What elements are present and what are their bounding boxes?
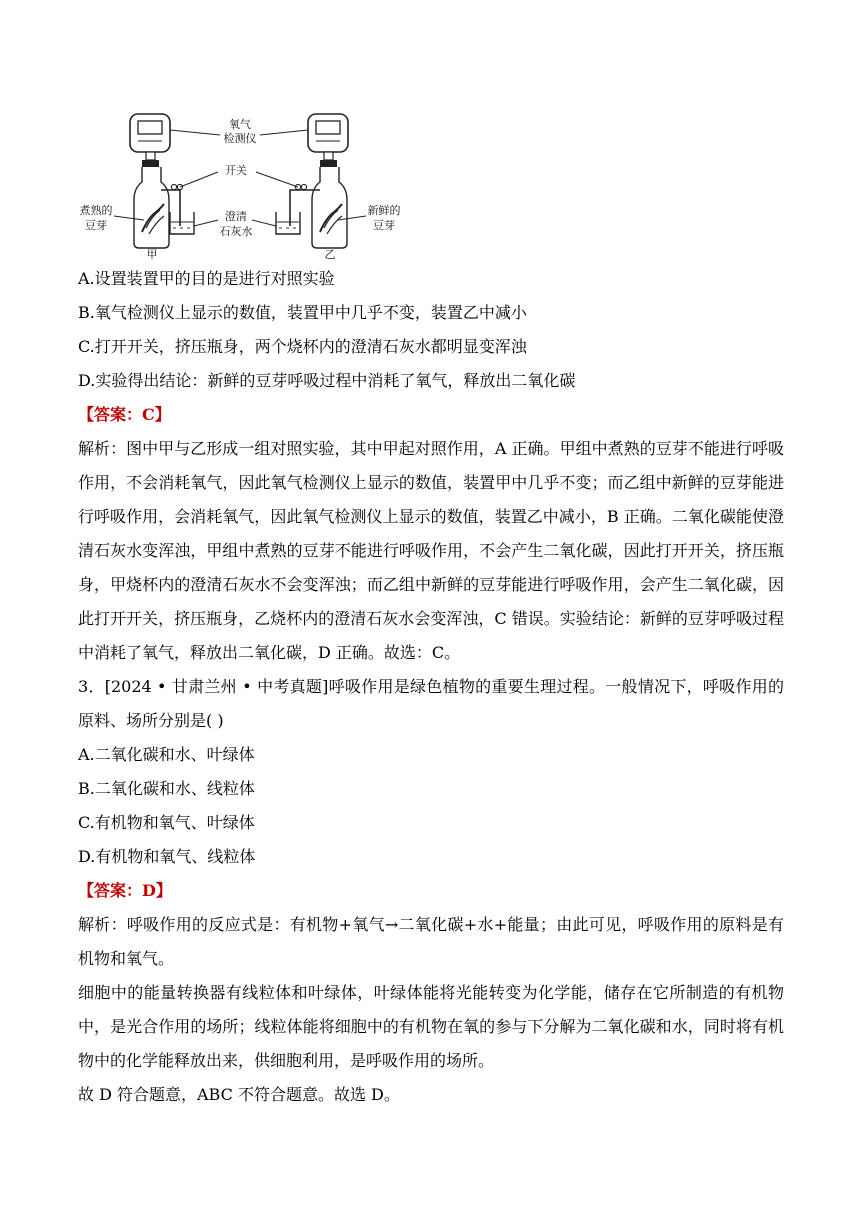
q3-option-c: C.有机物和氧气、叶绿体: [78, 813, 255, 832]
q2-option-b: B.氧气检测仪上显示的数值，装置甲中几乎不变，装置乙中减小: [78, 303, 527, 322]
label-limewater-2: 石灰水: [219, 225, 253, 238]
q2-analysis: 解析：图中甲与乙形成一组对照实验，其中甲起对照作用，A 正确。甲组中煮熟的豆芽不能进行呼吸作用，不会消耗氧气，因此氧气检测仪上显示的数值，装置甲中几乎不变；而乙组中新鲜的豆芽能进行呼吸作用，会消耗氧气，因此氧气检测仪上显示的数值，装置乙中减小，B 正确。二氧化碳能使澄清石灰水变浑浊，甲组中煮熟的豆芽不能进行呼吸作用，不会产生二氧化碳，因此打开开关，挤压瓶身，甲烧杯内的澄清石灰水不会变浑浊；而乙组中新鲜的豆芽能进行呼吸作用，会产生二氧化碳，因此打开开关，挤压瓶身，乙烧杯内的澄清石灰水会变浑浊，C 错误。实验结论：新鲜的豆芽呼吸过程中消耗了氧气，释放出二氧化碳，D 正确。故选：C。: [78, 439, 784, 662]
oxygen-meter-right: [308, 114, 348, 167]
label-switch: 开关: [225, 164, 247, 177]
oxygen-meter-left: [130, 114, 170, 167]
q2-answer: 【答案：C】: [78, 405, 171, 424]
question-content: [78, 262, 784, 1112]
label-oxygen-1: 氧气: [229, 118, 251, 131]
q2-option-a: A.设置装置甲的目的是进行对照实验: [78, 269, 335, 288]
q3-option-a: A.二氧化碳和水、叶绿体: [78, 745, 255, 764]
label-fresh-2: 豆芽: [373, 219, 395, 232]
q2-option-d: D.实验得出结论：新鲜的豆芽呼吸过程中消耗了氧气，释放出二氧化碳: [78, 371, 576, 390]
q3-answer: 【答案：D】: [78, 881, 172, 900]
label-yi: 乙: [324, 248, 336, 260]
label-limewater-1: 澄清: [225, 210, 247, 223]
q3-stem: 3．[2024 • 甘肃兰州 • 中考真题]呼吸作用是绿色植物的重要生理过程。一般情况下，呼吸作用的原料、场所分别是( ): [78, 677, 784, 730]
bottle-yi: [312, 167, 347, 248]
experiment-figure: [76, 108, 406, 260]
q3-analysis-1: 解析：呼吸作用的反应式是：有机物+氧气→二氧化碳+水+能量；由此可见，呼吸作用的原料是有机物和氧气。: [78, 915, 784, 968]
label-oxygen-2: 检测仪: [223, 132, 257, 145]
label-boiled-2: 豆芽: [85, 219, 107, 232]
experiment-diagram: [76, 108, 406, 260]
bottle-jia: [134, 167, 169, 248]
q2-option-c: C.打开开关，挤压瓶身，两个烧杯内的澄清石灰水都明显变浑浊: [78, 337, 527, 356]
q3-analysis-2: 细胞中的能量转换器有线粒体和叶绿体，叶绿体能将光能转变为化学能，储存在它所制造的有机物中，是光合作用的场所；线粒体能将细胞中的有机物在氧的参与下分解为二氧化碳和水，同时将有机物中的化学能释放出来，供细胞利用，是呼吸作用的场所。: [78, 983, 784, 1070]
q3-option-d: D.有机物和氧气、线粒体: [78, 847, 256, 866]
q3-option-b: B.二氧化碳和水、线粒体: [78, 779, 255, 798]
label-boiled-1: 煮熟的: [79, 204, 113, 217]
q3-analysis-3: 故 D 符合题意，ABC 不符合题意。故选 D。: [78, 1085, 400, 1104]
beaker-yi: [276, 212, 300, 234]
label-jia: 甲: [146, 248, 158, 260]
label-fresh-1: 新鲜的: [367, 204, 401, 217]
beaker-jia: [170, 212, 194, 234]
